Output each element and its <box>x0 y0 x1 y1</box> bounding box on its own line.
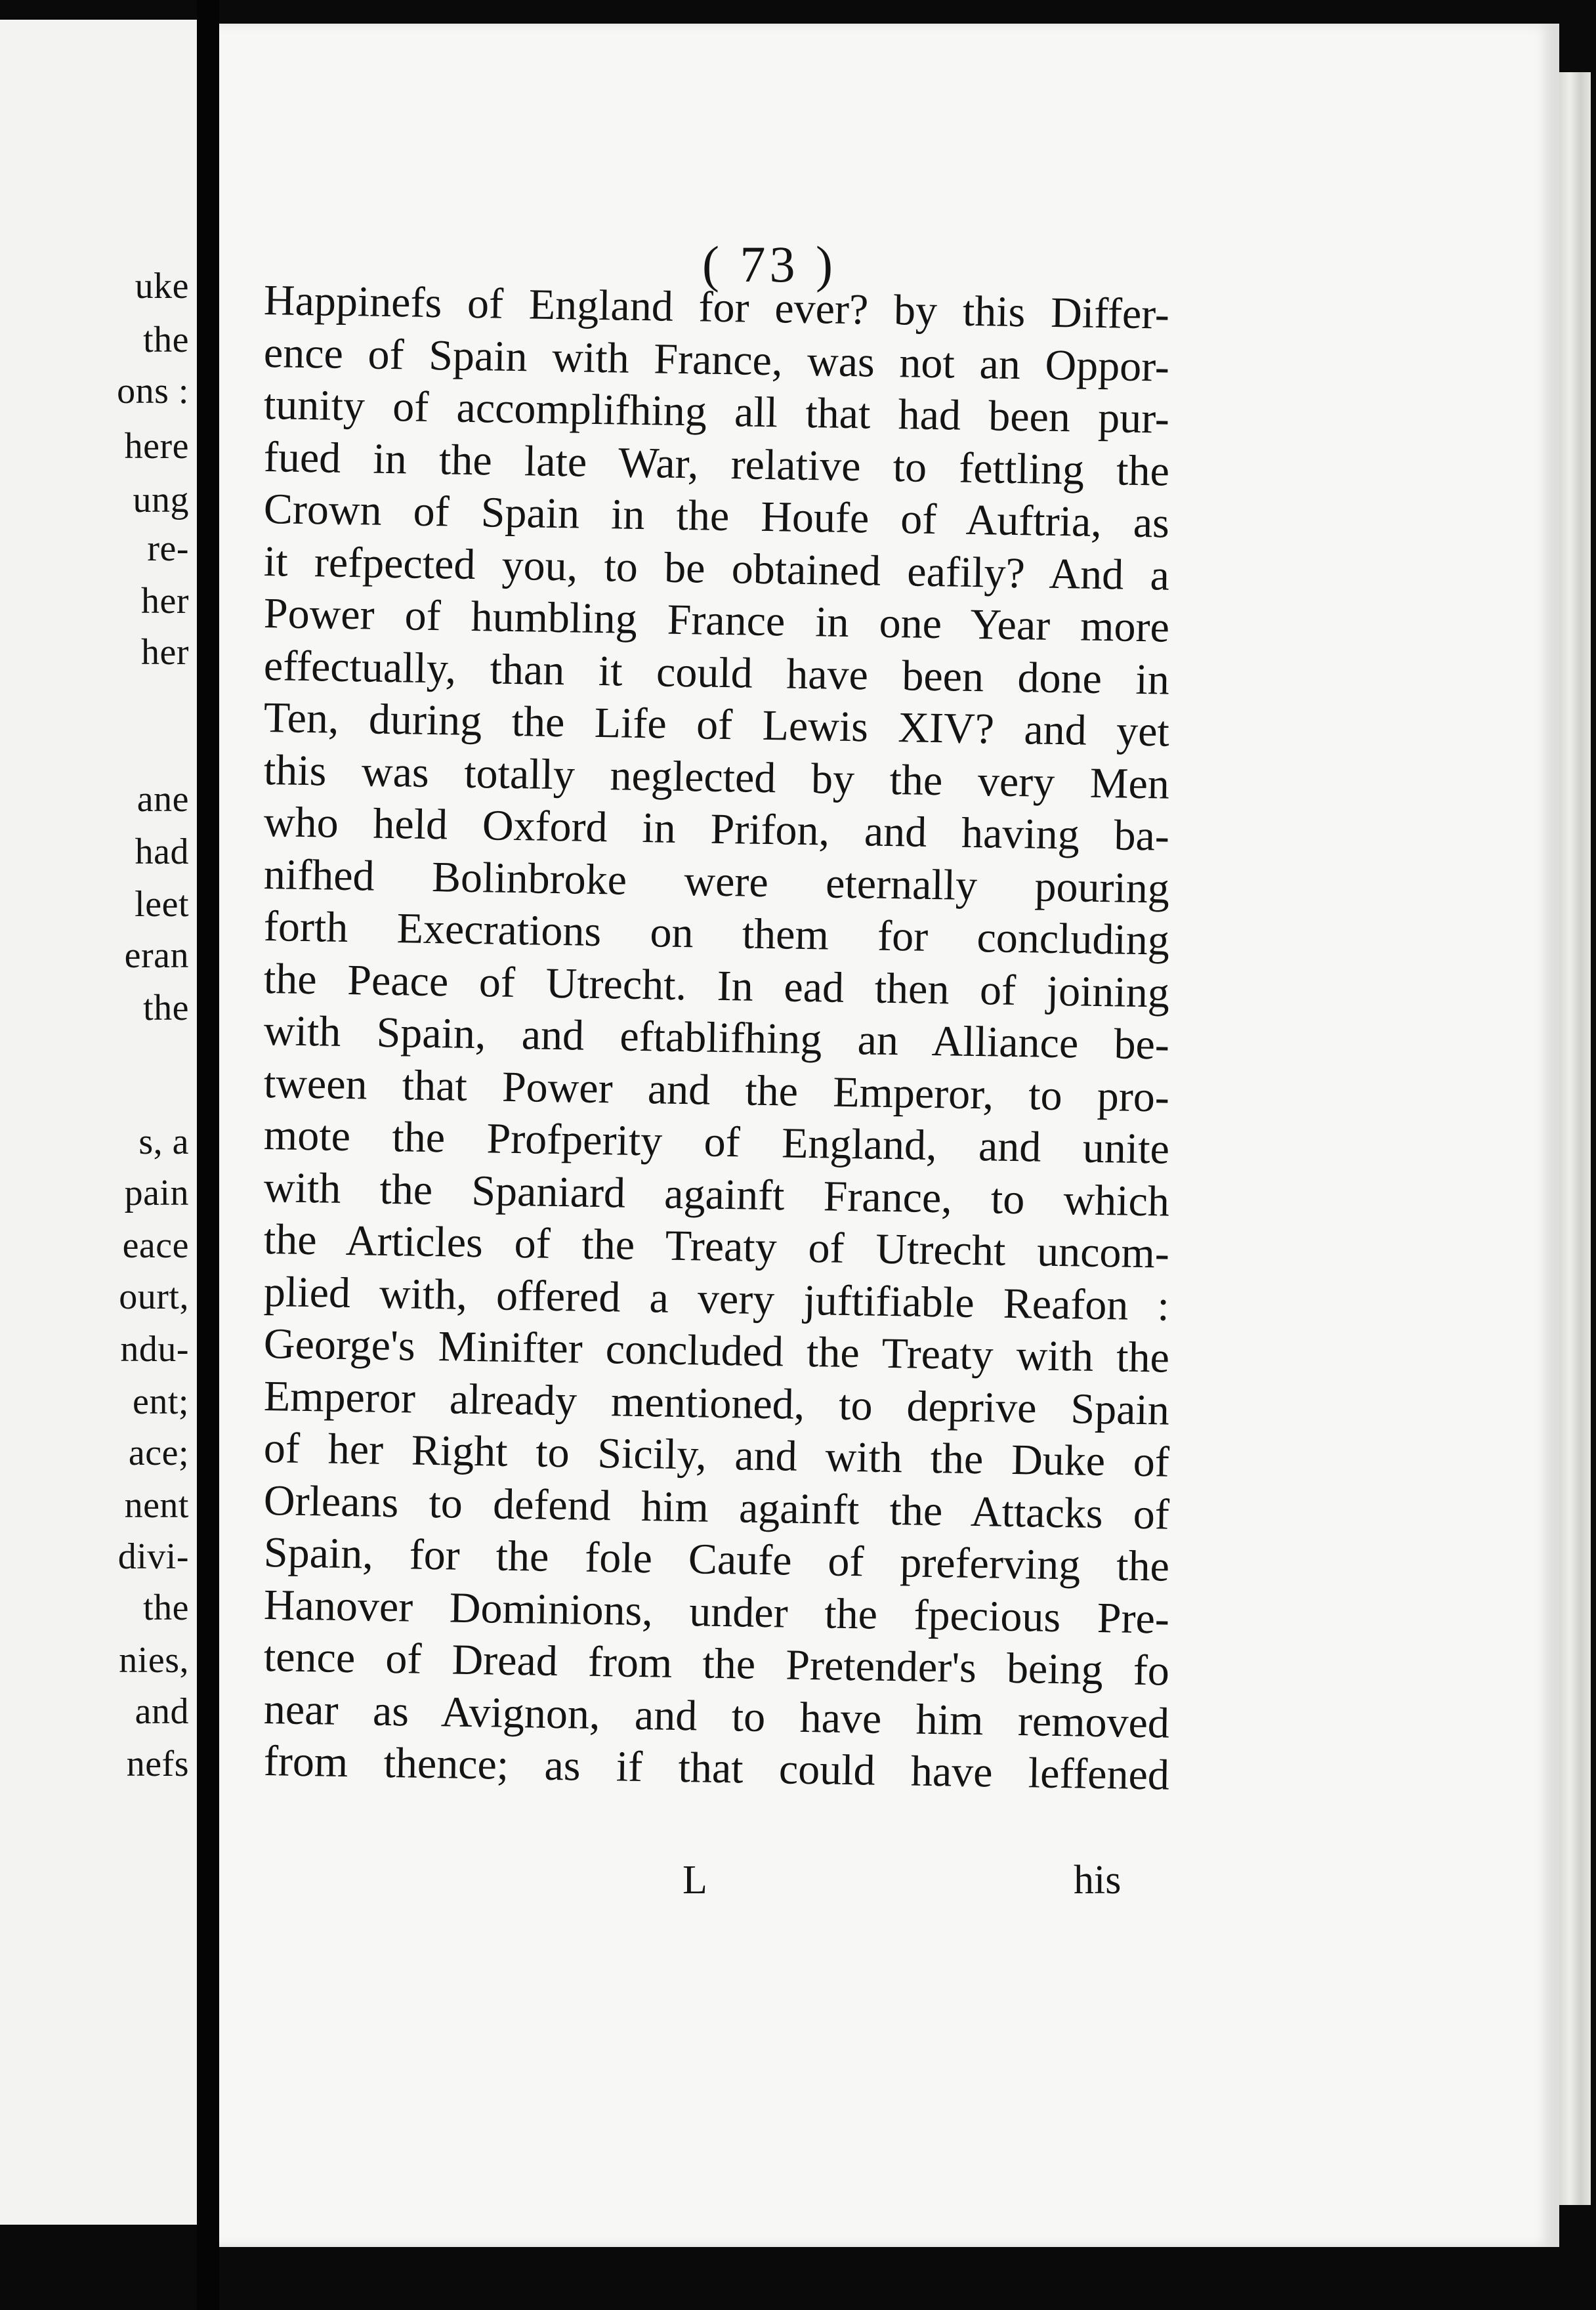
left-page <box>0 20 201 2225</box>
left-page-fragment: s, a <box>138 1122 189 1162</box>
text-line: Orleans to defend him againft the Attacks of <box>263 1476 1170 1539</box>
text-line: nifhed Bolinbroke were eternally pouring <box>263 850 1170 913</box>
left-page-fragment: nefs <box>126 1744 189 1784</box>
text-line: with the Spaniard againft France, to which <box>263 1163 1170 1226</box>
catchword: his <box>1074 1858 1122 1902</box>
body-text <box>263 274 1170 1799</box>
left-page-fragment: ent; <box>133 1381 189 1422</box>
left-page-fragment: nies, <box>119 1640 189 1681</box>
text-line: near as Avignon, and to have him removed <box>263 1685 1170 1748</box>
text-line: effectually, than it could have been done in <box>263 641 1170 704</box>
text-line: tween that Power and the Emperor, to pro- <box>263 1059 1170 1122</box>
left-page-fragment: divi- <box>117 1536 189 1577</box>
text-line: mote the Profperity of England, and unite <box>263 1111 1170 1173</box>
left-page-fragment: ndu- <box>120 1329 189 1370</box>
text-line: ence of Spain with France, was not an Oppor- <box>263 328 1170 391</box>
left-page-fragment: ane <box>136 779 189 820</box>
text-line: tunity of accomplifhing all that had been pur- <box>263 381 1170 443</box>
text-line: Ten, during the Life of Lewis XIV? and yet <box>263 694 1170 756</box>
page-number: ( 73 ) <box>702 236 837 293</box>
signature-mark: L <box>682 1858 707 1902</box>
left-page-fragment: ons : <box>117 371 189 411</box>
page-edges <box>1559 72 1591 2205</box>
book-gutter <box>197 0 219 2310</box>
text-line: the Peace of Utrecht. In ead then of joining <box>263 954 1170 1017</box>
text-line: tence of Dread from the Pretender's being fo <box>263 1633 1170 1695</box>
text-line: forth Execrations on them for concluding <box>263 902 1170 965</box>
text-line: from thence; as if that could have leffened <box>263 1737 1170 1799</box>
left-page-fragment: pain <box>124 1173 189 1213</box>
left-page-fragment: nent <box>124 1485 189 1526</box>
left-page-fragment: eran <box>124 935 189 976</box>
text-line: plied with, offered a very juftifiable Reafon : <box>263 1267 1170 1330</box>
text-line: Power of humbling France in one Year more <box>263 589 1170 652</box>
left-page-fragment: and <box>135 1691 189 1732</box>
text-line: fued in the late War, relative to fettling the <box>263 432 1170 495</box>
text-line: who held Oxford in Prifon, and having ba- <box>263 798 1170 860</box>
left-page-fragment: leet <box>135 884 189 925</box>
text-line: this was totally neglected by the very Men <box>263 746 1170 808</box>
left-page-fragment: here <box>124 426 189 467</box>
left-page-fragment: the <box>143 988 189 1028</box>
text-line: Emperor already mentioned, to deprive Spain <box>263 1372 1170 1435</box>
left-page-fragment: eace <box>122 1225 189 1266</box>
text-line: of her Right to Sicily, and with the Duke of <box>263 1424 1170 1486</box>
text-line: with Spain, and eftablifhing an Alliance be- <box>263 1007 1170 1069</box>
text-line: George's Minifter concluded the Treaty with the <box>263 1320 1170 1382</box>
left-page-fragment: the <box>143 320 189 360</box>
text-line: Hanover Dominions, under the fpecious Pre- <box>263 1580 1170 1643</box>
left-page-fragment: the <box>143 1587 189 1628</box>
left-page-fragment: uke <box>135 266 189 306</box>
text-line: it refpected you, to be obtained eafily? And a <box>263 537 1170 600</box>
text-line: the Articles of the Treaty of Utrecht uncom- <box>263 1215 1170 1278</box>
left-page-fragment: her <box>140 632 189 673</box>
left-page-fragment: ung <box>133 480 189 520</box>
text-line: Spain, for the fole Caufe of preferving the <box>263 1528 1170 1591</box>
left-page-fragment: ace; <box>128 1433 189 1473</box>
left-page-fragment: re- <box>147 528 189 569</box>
left-page-fragment: her <box>140 581 189 621</box>
text-line: Crown of Spain in the Houfe of Auftria, as <box>263 485 1170 547</box>
text-line: Happinefs of England for ever? by this Differ- <box>263 276 1170 339</box>
left-page-fragment: ourt, <box>119 1276 189 1317</box>
left-page-fragment: had <box>135 831 189 872</box>
